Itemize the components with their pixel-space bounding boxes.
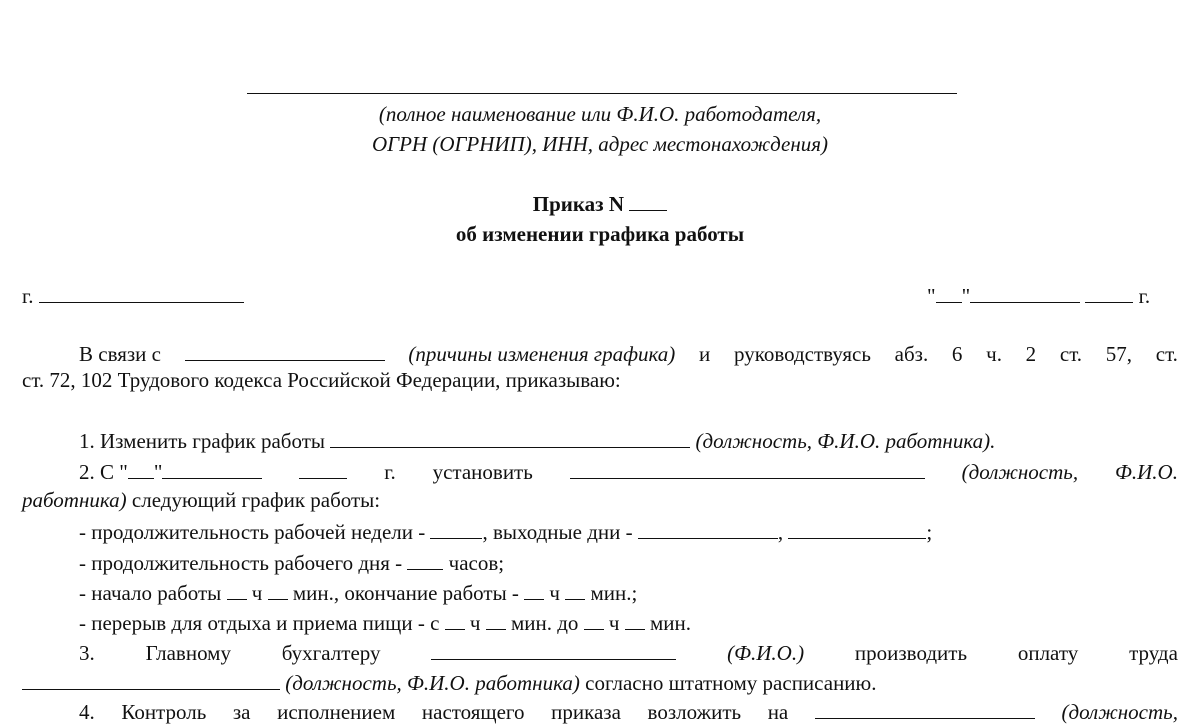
preamble-line1: В связи с (причины изменения графика) и руководствуясь абз. 6 ч. 2 ст. 57, ст. bbox=[79, 342, 1178, 366]
item3-employee-blank bbox=[22, 671, 280, 690]
break-to-hour-blank bbox=[584, 611, 604, 630]
item1-employee-blank bbox=[330, 429, 690, 448]
day-hours-blank bbox=[407, 551, 443, 570]
end-min-blank bbox=[565, 581, 585, 600]
day-off-1-blank bbox=[638, 520, 778, 539]
year-blank bbox=[1085, 284, 1133, 303]
day-off-2-blank bbox=[788, 520, 926, 539]
employer-caption-line2: ОГРН (ОГРНИП), ИНН, адрес местонахождения) bbox=[371, 132, 829, 156]
controller-blank bbox=[815, 700, 1035, 719]
item-4-line1: 4. Контроль за исполнением настоящего приказа возложить на (должность, bbox=[79, 700, 1178, 724]
end-hour-blank bbox=[524, 581, 544, 600]
item-3-line1: 3. Главному бухгалтеру (Ф.И.О.) производить оплату труда bbox=[79, 641, 1178, 665]
break-from-hour-blank bbox=[445, 611, 465, 630]
reason-hint: (причины изменения графика) bbox=[408, 342, 676, 366]
break-to-min-blank bbox=[625, 611, 645, 630]
item-2-line2: работника) следующий график работы: bbox=[22, 488, 381, 512]
item2-month-blank bbox=[162, 460, 262, 479]
break-from-min-blank bbox=[486, 611, 506, 630]
item2-year-blank bbox=[299, 460, 347, 479]
city-field bbox=[22, 284, 244, 307]
accountant-name-blank bbox=[431, 641, 676, 660]
order-number-heading bbox=[0, 192, 1200, 215]
start-hour-blank bbox=[227, 581, 247, 600]
preamble-line2: ст. 72, 102 Трудового кодекса Российской Федерации, приказываю: bbox=[22, 368, 621, 392]
item-3-line2: (должность, Ф.И.О. работника) согласно штатному расписанию. bbox=[22, 671, 877, 694]
employer-blank-line bbox=[247, 93, 957, 94]
schedule-week: - продолжительность рабочей недели - , выходные дни - , ; bbox=[79, 520, 933, 544]
city-prefix: г. bbox=[22, 284, 34, 308]
city-blank bbox=[39, 284, 244, 303]
employer-caption-line1: (полное наименование или Ф.И.О. работодателя, bbox=[378, 102, 822, 126]
item2-day-blank bbox=[128, 460, 154, 479]
start-min-blank bbox=[268, 581, 288, 600]
day-blank bbox=[936, 284, 962, 303]
order-subject: об изменении графика работы bbox=[455, 222, 745, 246]
order-label: Приказ N bbox=[532, 192, 624, 216]
year-suffix: г. bbox=[1138, 284, 1151, 308]
item-1: 1. Изменить график работы (должность, Ф.И.О. работника). bbox=[79, 429, 996, 453]
month-blank bbox=[970, 284, 1080, 303]
date-field: " " г. bbox=[927, 284, 1151, 308]
schedule-start-end: - начало работы ч мин., окончание работы - ч мин.; bbox=[79, 581, 638, 605]
schedule-day: - продолжительность рабочего дня - часов; bbox=[79, 551, 505, 575]
schedule-break: - перерыв для отдыха и приема пищи - с ч мин. до ч мин. bbox=[79, 611, 691, 635]
reason-blank bbox=[185, 342, 385, 361]
week-length-blank bbox=[430, 520, 482, 539]
item-2-line1: 2. С " " г. установить (должность, Ф.И.О. bbox=[79, 460, 1178, 484]
order-number-blank bbox=[629, 192, 667, 211]
item2-employee-blank bbox=[570, 460, 925, 479]
